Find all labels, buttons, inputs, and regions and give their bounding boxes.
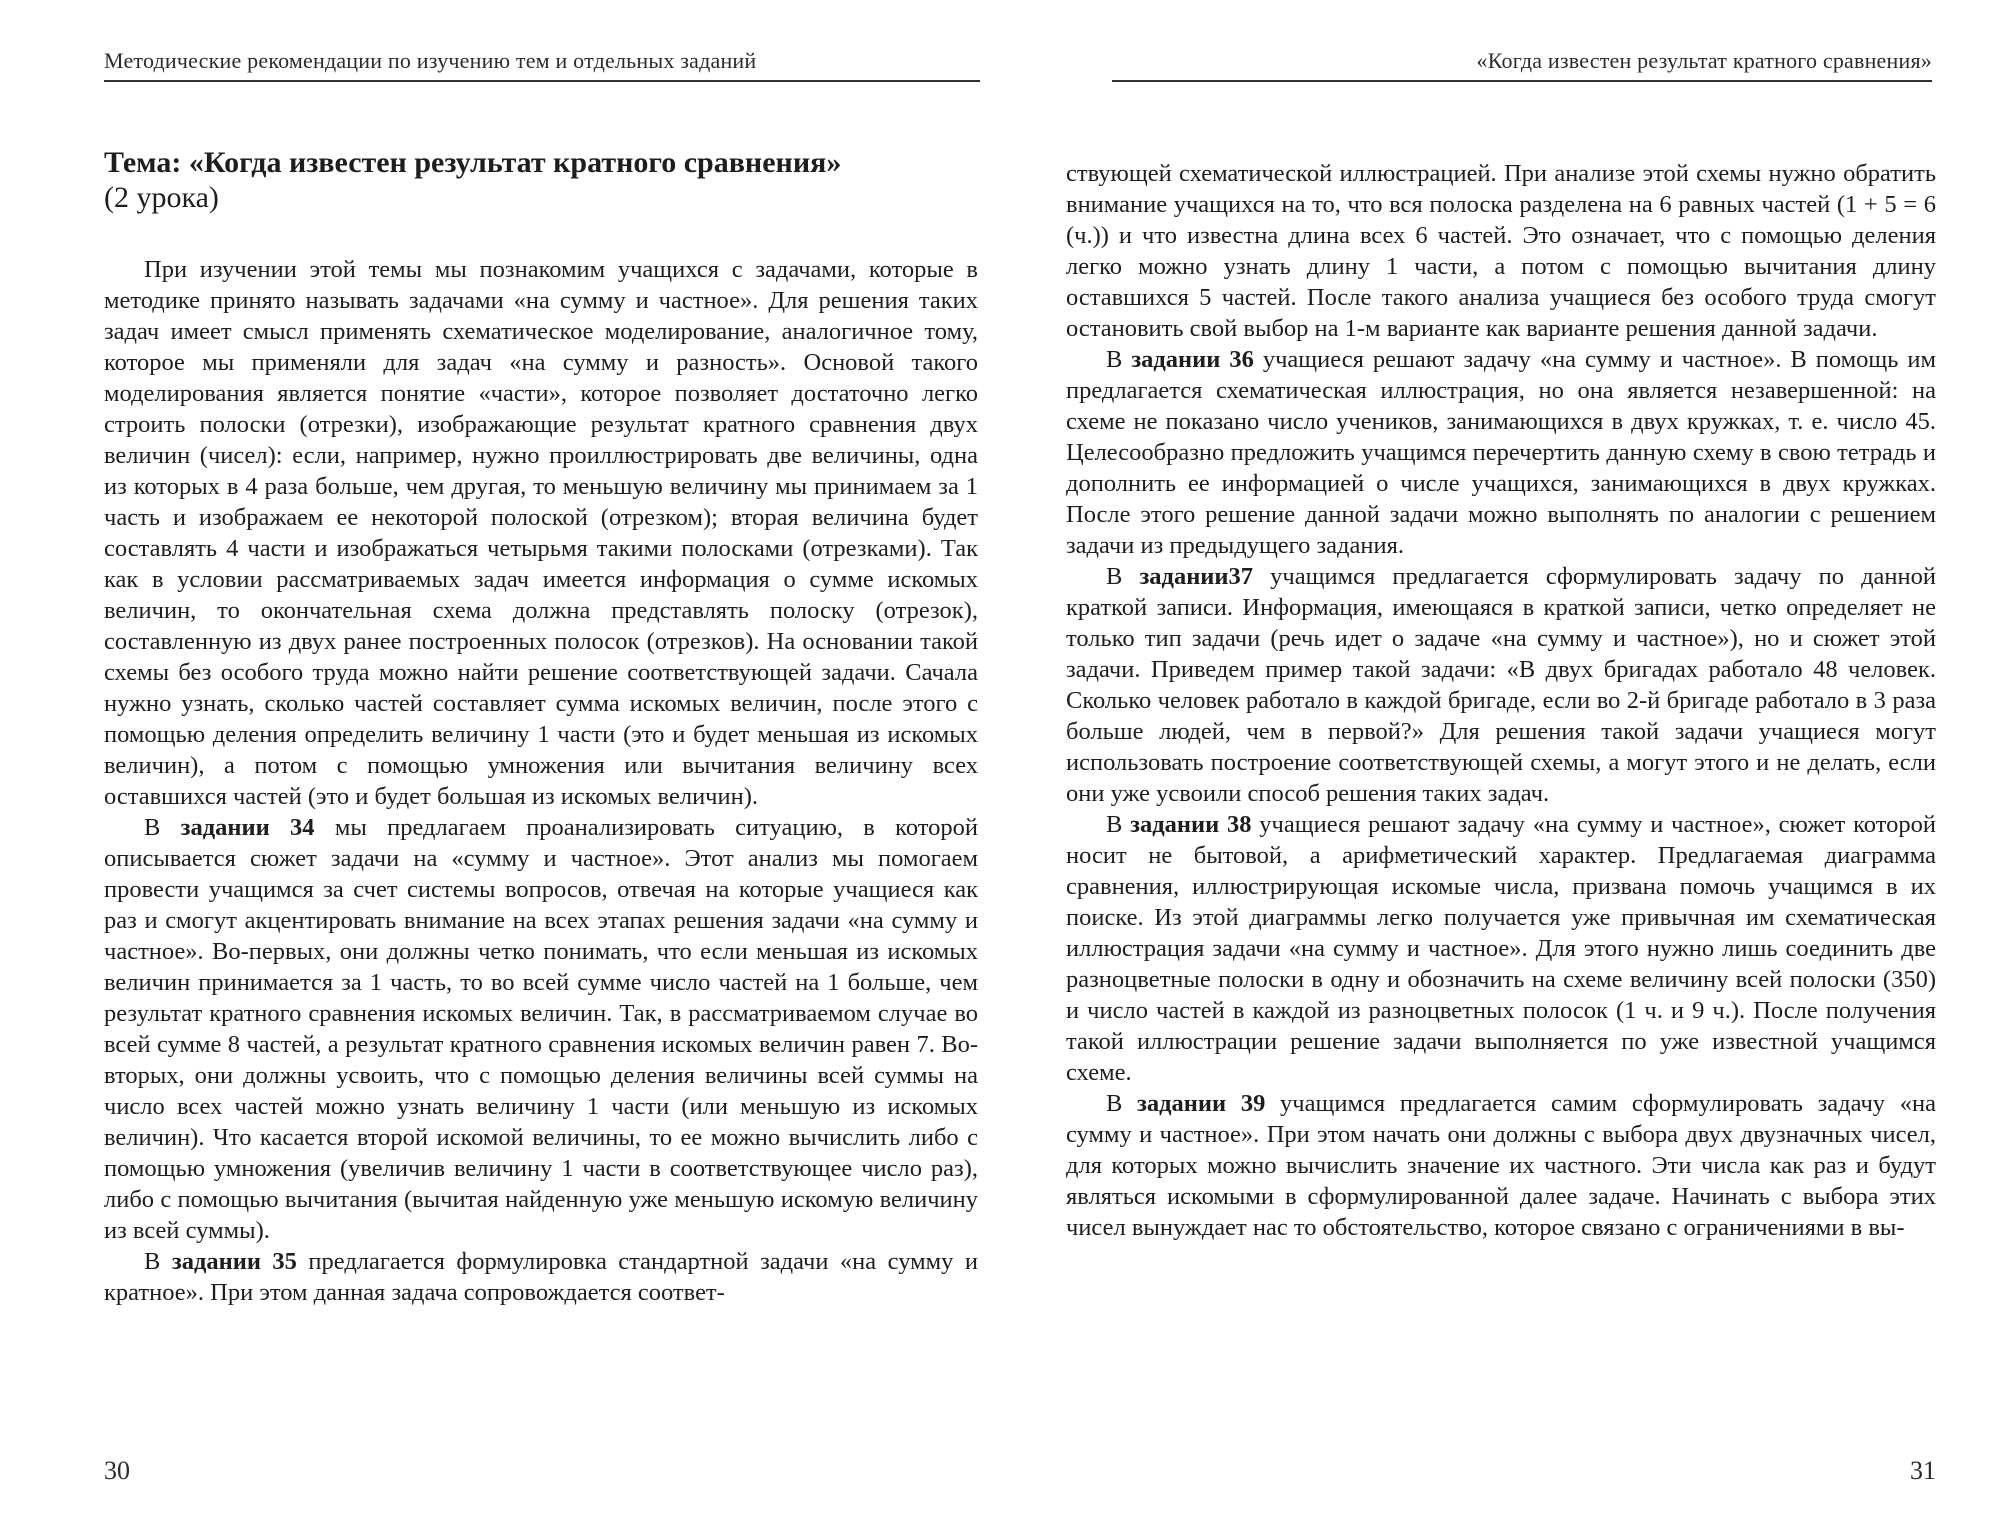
paragraph-task-38 bbox=[1066, 809, 1936, 1088]
lead: В bbox=[1106, 563, 1140, 590]
text: предлагается формулировка стандартной задачи «на сумму и кратное». При этом данная задача сопровождается соответ- bbox=[104, 1248, 978, 1306]
running-header-left: Методические рекомендации по изучению тем и отдельных заданий bbox=[104, 48, 757, 73]
lead: В bbox=[1106, 811, 1131, 838]
header-rule-right bbox=[1112, 80, 1932, 82]
text: учащиеся решают задачу «на сумму и частное». В помощь им предлагается схематическая иллюстрация, но она является незавершенной: на схеме не показано число учеников, занимающихся в двух кружках, т. е. число 45. Целесообразно предложить учащимся перечертить данную схему в свою тетрадь и дополнить ее информацией о числе учащихся, занимающихся в двух кружках. После этого решение данной задачи можно выполнять по аналогии с решением задачи из предыдущего задания. bbox=[1066, 346, 1937, 559]
text: учащимся предлагается самим сформулировать задачу «на сумму и частное». При этом начать они должны с выбора двух двузначных чисел, для которых можно вычислить значение их частного. Эти числа как раз и будут являться искомыми в сформулированной далее задаче. Начинать с выбора этих чисел вынуждает нас то обстоятельство, которое связано с ограничениями в вы- bbox=[1066, 1090, 1936, 1241]
paragraph: ствующей схематической иллюстрацией. При анализе этой схемы нужно обратить внимание учащихся на то, что вся полоска разделена на 6 равных частей (1 + 5 = 6 (ч.)) и что известна длина всех 6 частей. Это означает, что с помощью деления легко можно узнать длину 1 части, а потом с помощью вычитания длину оставшихся 5 частей. После такого анализа учащиеся без особого труда смогут остановить свой выбор на 1-м варианте как варианте решения данной задачи. bbox=[1066, 160, 1936, 342]
lead: В bbox=[144, 814, 181, 841]
page-number-left: 30 bbox=[104, 1456, 130, 1485]
left-text-column bbox=[104, 146, 978, 1308]
page-number-right: 31 bbox=[1910, 1456, 1936, 1485]
task-ref: задании 39 bbox=[1137, 1090, 1266, 1117]
paragraph-task-35 bbox=[104, 1246, 978, 1308]
task-ref: задании 34 bbox=[180, 814, 315, 841]
paragraph: При изучении этой темы мы познакомим учащихся с задачами, которые в методике принято называть задачами «на сумму и частное». Для решения таких задач имеет смысл применять схематическое моделирование, аналогичное тому, которое мы применяли для задач «на сумму и разность». Основой такого моделирования является понятие «части», которое позволяет достаточно легко строить полоски (отрезки), изображающие результат кратного сравнения двух величин (чисел): если, например, нужно проиллюстрировать две величины, одна из которых в 4 раза больше, чем другая, то меньшую величину мы принимаем за 1 часть и изображаем ее некоторой полоской (отрезком); вторая величина будет составлять 4 части и изображаться четырьмя такими полосками (отрезками). Так как в условии рассматриваемых задач имеется информация о сумме искомых величин, то окончательная схема должна представлять полоску (отрезок), составленную из двух ранее построенных полосок (отрезков). На основании такой схемы без особого труда можно найти решение соответствующей задачи. Сачала нужно узнать, сколько частей составляет сумма искомых величин, после этого с помощью деления определить величину 1 части (это и будет меньшая из искомых величин), а потом с помощью умножения или вычитания величину всех оставшихся частей (это и будет большая из искомых величин). bbox=[104, 256, 978, 810]
text: учащимся предлагается сформулировать задачу по данной краткой записи. Информация, имеющаяся в краткой записи, четко определяет не только тип задачи (речь идет о задаче «на сумму и частное»), но и сюжет этой задачи. Приведем пример такой задачи: «В двух бригадах работало 48 человек. Сколько человек работало в каждой бригаде, если во 2-й бригаде работало в 3 раза больше людей, чем в первой?» Для решения такой задачи учащиеся могут использовать построение соответствующей схемы, а могут этого и не делать, если они уже усвоили способ решения таких задач. bbox=[1066, 563, 1936, 807]
text: учащиеся решают задачу «на сумму и частное», сюжет которой носит не бытовой, а арифметический характер. Предлагаемая диаграмма сравнения, иллюстрирующая искомые числа, призвана помочь учащимся в их поиске. Из этой диаграммы легко получается уже привычная им схематическая иллюстрация задачи «на сумму и частное». Для этого нужно лишь соединить две разноцветные полоски в одну и обозначить на схеме величину всей полоски (350) и число частей в каждой из разноцветных полосок (1 ч. и 9 ч.). После получения такой иллюстрации решение задачи выполняется по уже известной учащимся схеме. bbox=[1066, 811, 1936, 1086]
task-ref: задании37 bbox=[1139, 563, 1254, 590]
right-page bbox=[1000, 0, 2000, 1514]
lead: В bbox=[1106, 1090, 1138, 1117]
task-ref: задании 35 bbox=[171, 1248, 297, 1275]
paragraph-task-39 bbox=[1066, 1088, 1936, 1243]
task-ref: задании 38 bbox=[1130, 811, 1252, 838]
task-ref: задании 36 bbox=[1131, 346, 1254, 373]
text: мы предлагаем проанализировать ситуацию, в которой описывается сюжет задачи на «сумму и частное». Этот анализ мы помогаем провести учащимся за счет системы вопросов, отвечая на которые учащиеся как раз и смогут акцентировать внимание на всех этапах решения задачи «на сумму и частное». Во-первых, они должны четко понимать, что если меньшая из искомых величин принимается за 1 часть, то во всей сумме число частей на 1 больше, чем результат кратного сравнения искомых величин. Так, в рассматриваемом случае во всей сумме 8 частей, а результат кратного сравнения искомых величин равен 7. Во-вторых, они должны усвоить, что с помощью деления величины всей суммы на число всех частей можно узнать величину 1 части (или меньшую из искомых величин). Что касается второй искомой величины, то ее можно вычислить либо с помощью умножения (увеличив величину 1 части в соответствующее число раз), либо с помощью вычитания (вычитая найденную уже меньшую искомую величину из всей суммы). bbox=[104, 814, 978, 1244]
topic-title: Тема: «Когда известен результат кратного сравнения» bbox=[104, 146, 842, 179]
lead: В bbox=[1106, 346, 1132, 373]
paragraph-task-34 bbox=[104, 812, 978, 1246]
header-rule-left bbox=[104, 80, 980, 82]
topic-subtitle: (2 урока) bbox=[104, 181, 219, 214]
right-text-column bbox=[1066, 158, 1936, 1243]
paragraph-task-37 bbox=[1066, 561, 1936, 809]
running-header-right: «Когда известен результат кратного сравнения» bbox=[1476, 48, 1932, 73]
paragraph-task-36 bbox=[1066, 344, 1936, 561]
lead: В bbox=[144, 1248, 172, 1275]
